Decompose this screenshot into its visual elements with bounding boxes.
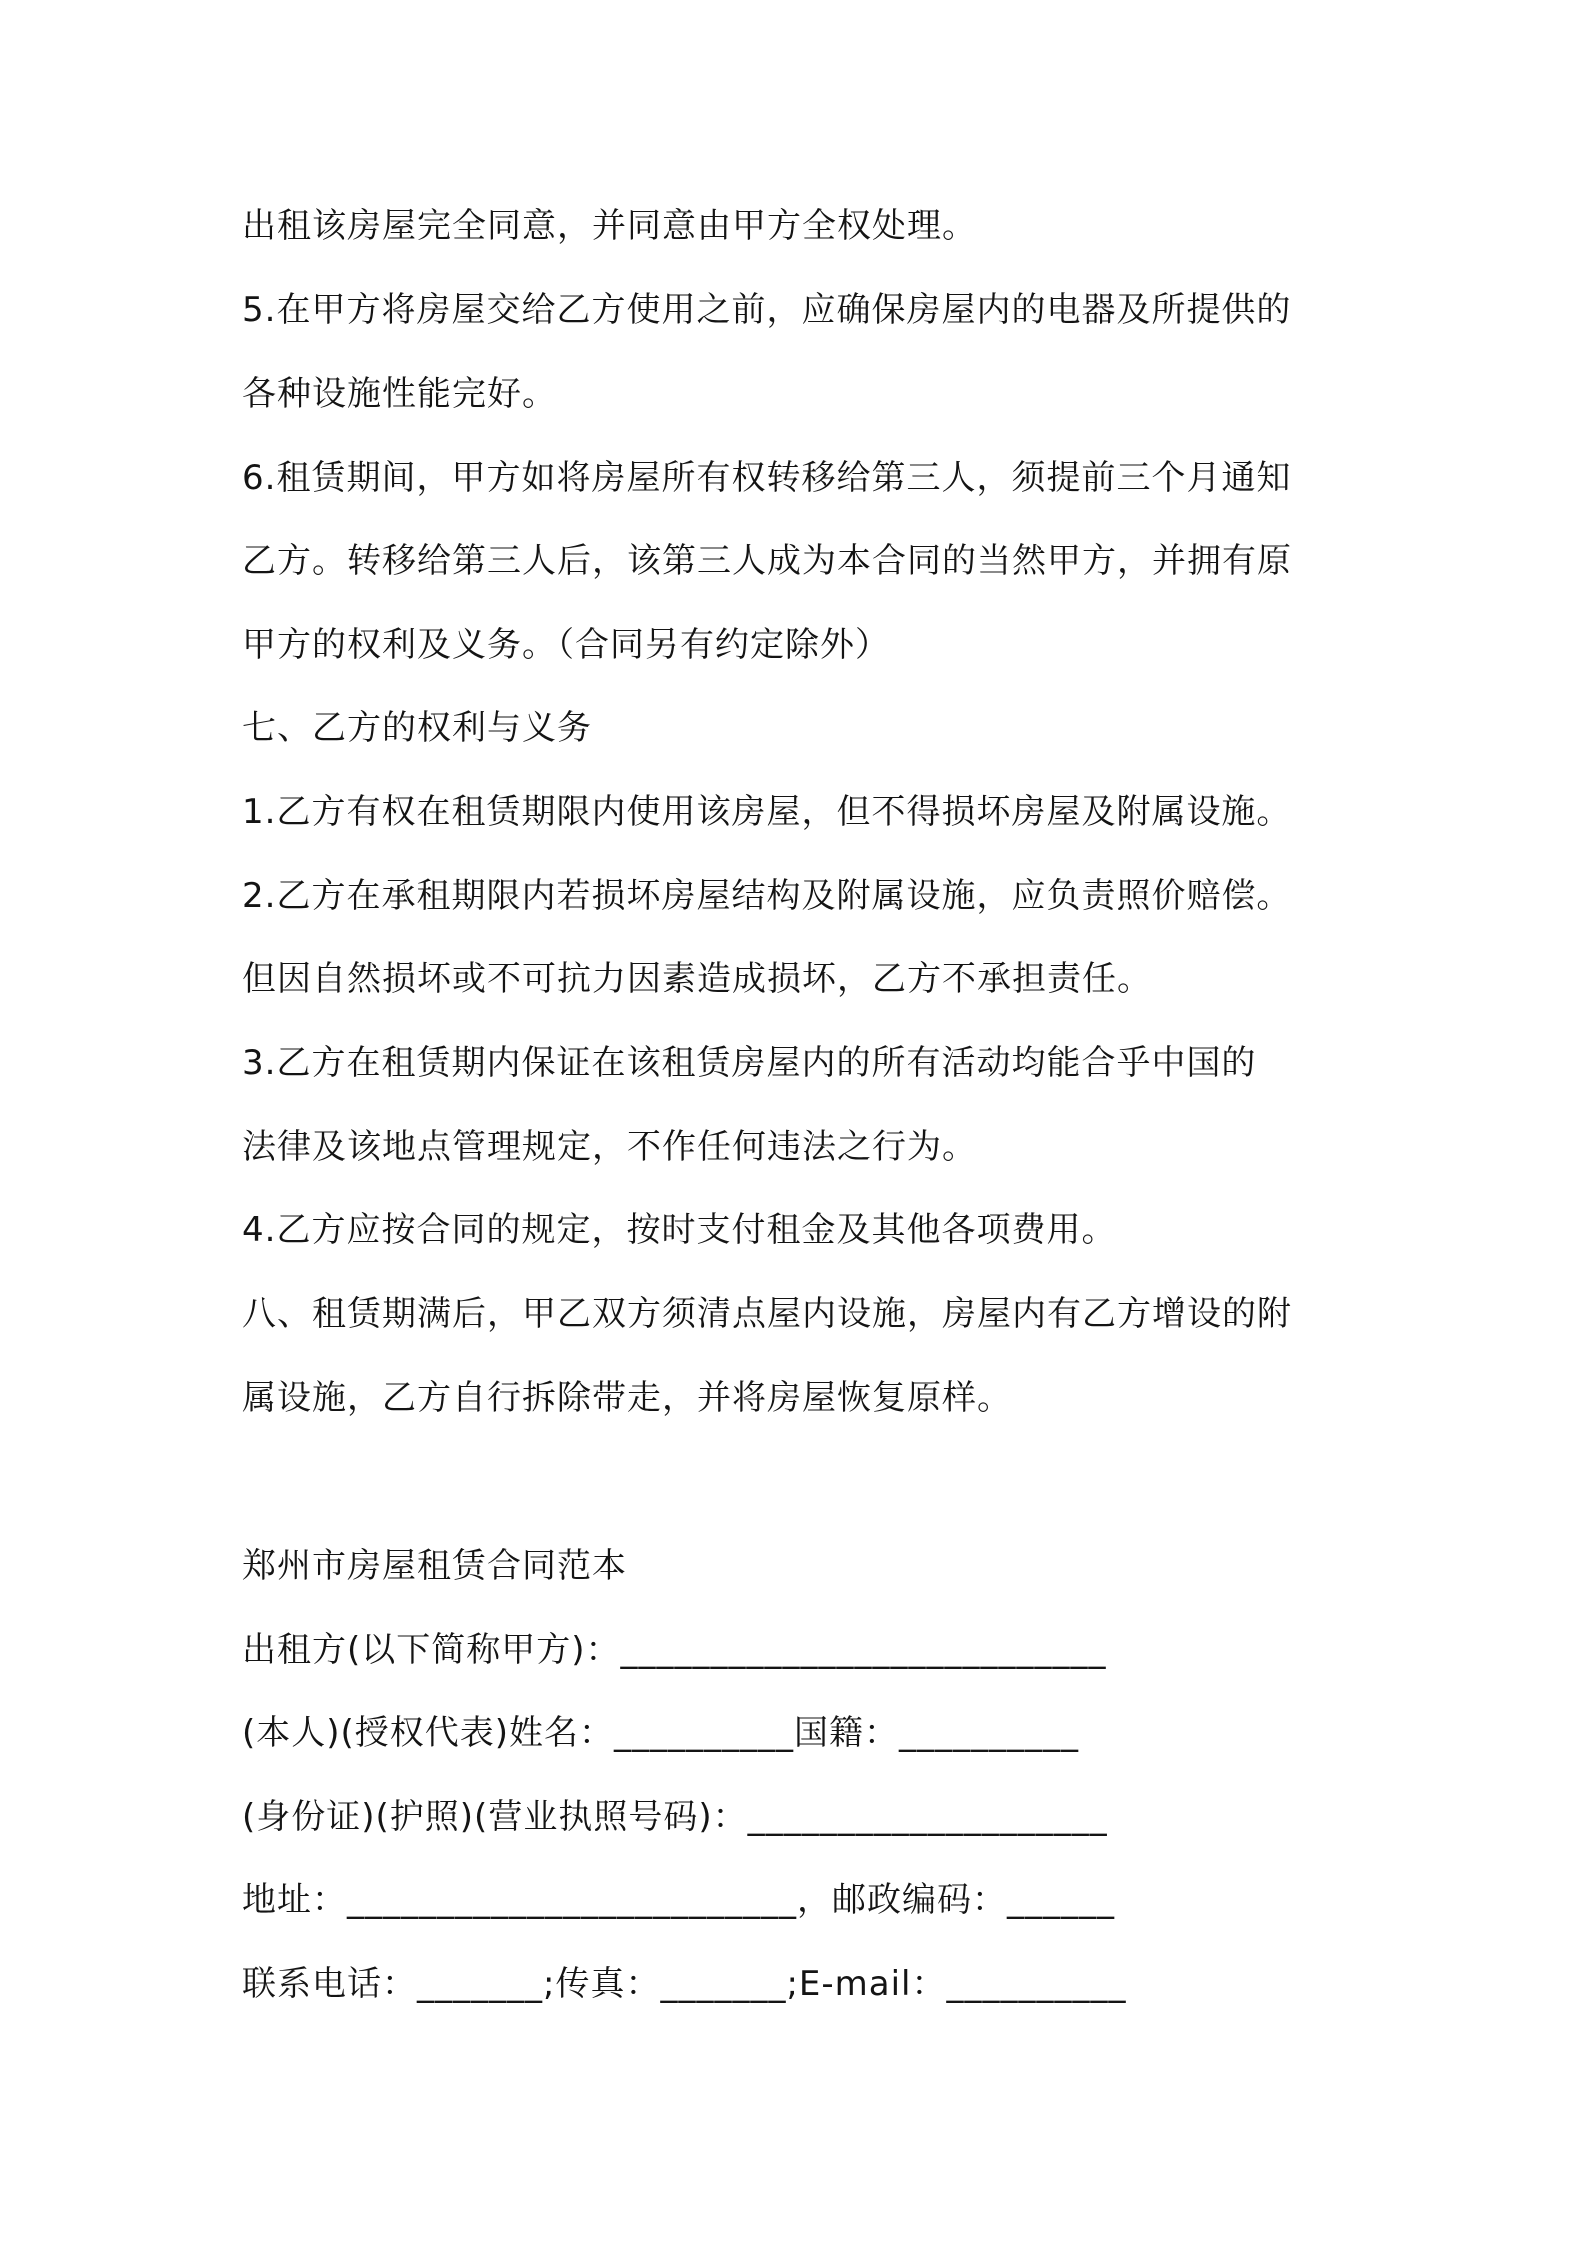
body-line: 出租该房屋完全同意，并同意由甲方全权处理。 (242, 206, 977, 246)
contact-field-line: 联系电话：_______;传真：_______;E-mail：__________ (242, 1964, 1127, 2004)
contract-title: 郑州市房屋租赁合同范本 (242, 1546, 627, 1586)
section-heading-7: 七、乙方的权利与义务 (242, 708, 592, 748)
body-line: 2.乙方在承租期限内若损坏房屋结构及附属设施，应负责照价赔偿。 (242, 876, 1292, 916)
body-line: 4.乙方应按合同的规定，按时支付租金及其他各项费用。 (242, 1210, 1117, 1250)
body-line: 甲方的权利及义务。（合同另有约定除外） (242, 625, 890, 665)
body-line: 1.乙方有权在租赁期限内使用该房屋，但不得损坏房屋及附属设施。 (242, 792, 1292, 832)
name-nationality-field-line: (本人)(授权代表)姓名：__________国籍：__________ (242, 1713, 1080, 1753)
body-line: 但因自然损坏或不可抗力因素造成损坏，乙方不承担责任。 (242, 959, 1152, 999)
id-number-field-line: (身份证)(护照)(营业执照号码)：____________________ (242, 1797, 1108, 1837)
body-line: 5.在甲方将房屋交给乙方使用之前，应确保房屋内的电器及所提供的 (242, 290, 1292, 330)
body-line: 各种设施性能完好。 (242, 374, 557, 414)
body-line: 3.乙方在租赁期内保证在该租赁房屋内的所有活动均能合乎中国的 (242, 1043, 1257, 1083)
body-line: 6.租赁期间，甲方如将房屋所有权转移给第三人，须提前三个月通知 (242, 458, 1292, 498)
section-heading-8: 八、租赁期满后，甲乙双方须清点屋内设施，房屋内有乙方增设的附 (242, 1294, 1292, 1334)
body-line: 属设施，乙方自行拆除带走，并将房屋恢复原样。 (242, 1378, 1012, 1418)
address-postcode-field-line: 地址：_________________________，邮政编码：______ (242, 1880, 1115, 1920)
lessor-field-line: 出租方(以下简称甲方)：___________________________ (242, 1630, 1107, 1670)
body-line: 法律及该地点管理规定，不作任何违法之行为。 (242, 1127, 977, 1167)
body-line: 乙方。转移给第三人后，该第三人成为本合同的当然甲方，并拥有原 (242, 541, 1292, 581)
